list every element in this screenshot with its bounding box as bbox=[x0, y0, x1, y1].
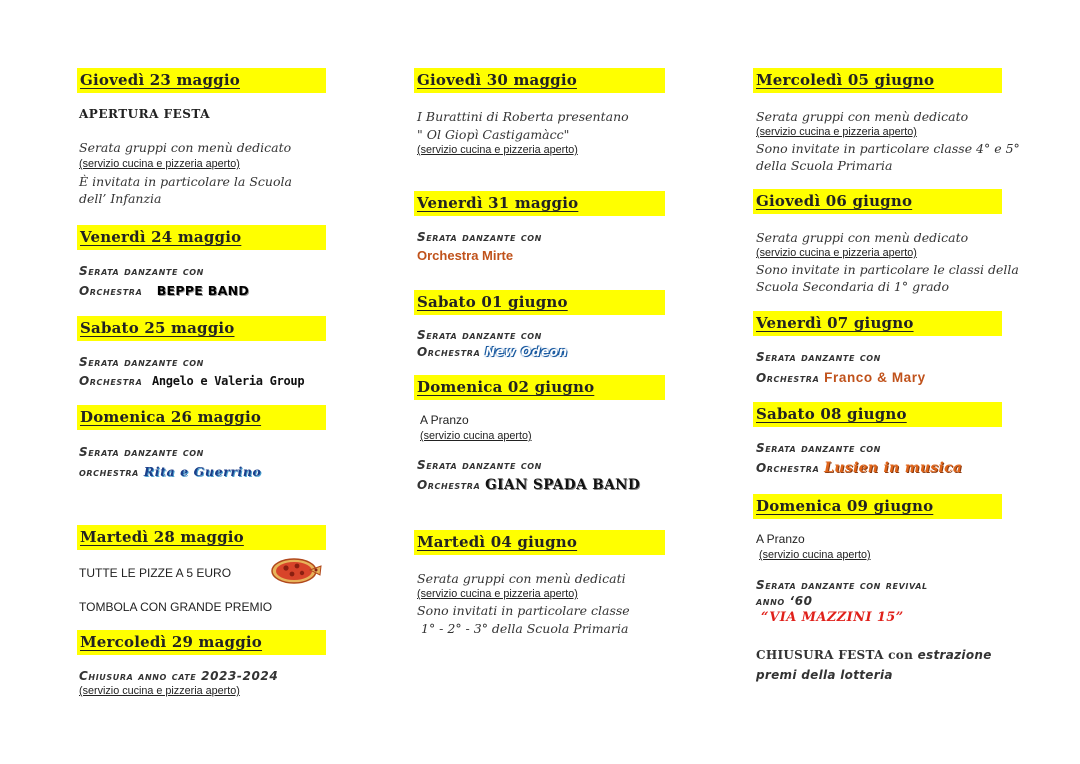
orchestra-line bbox=[79, 281, 249, 301]
date-header: Venerdì 07 giugno bbox=[753, 311, 1002, 336]
orchestra-line bbox=[417, 343, 568, 362]
date-header: Giovedì 06 giugno bbox=[753, 189, 1002, 214]
event-text: TOMBOLA CON GRANDE PREMIO bbox=[79, 600, 273, 614]
date-header: Sabato 08 giugno bbox=[753, 402, 1002, 427]
band-name: Rita e Guerrino bbox=[143, 464, 262, 479]
event-text: Scuola Secondaria di 1° grado bbox=[756, 279, 950, 294]
date-header: Venerdì 24 maggio bbox=[77, 225, 326, 250]
dance-text: Serata danzante con bbox=[79, 355, 204, 369]
event-text: Serata gruppi con menù dedicati bbox=[417, 571, 626, 586]
orchestra-line bbox=[417, 476, 640, 495]
orchestra-label: orchestra bbox=[79, 465, 139, 479]
band-name: Angelo e Valeria Group bbox=[151, 374, 305, 388]
event-text: dell’ Infanzia bbox=[79, 191, 162, 206]
closing-title: CHIUSURA FESTA bbox=[756, 648, 884, 662]
service-note: (servizio cucina e pizzeria aperto) bbox=[79, 685, 240, 697]
event-text: È invitata in particolare la Scuola bbox=[79, 174, 292, 189]
band-name: Lusien in musica bbox=[824, 460, 963, 476]
event-text: Serata gruppi con menù dedicato bbox=[79, 140, 292, 155]
date-header: Domenica 09 giugno bbox=[753, 494, 1002, 519]
service-note: (servizio cucina e pizzeria aperto) bbox=[417, 144, 578, 156]
dance-text: Serata danzante con bbox=[79, 264, 204, 278]
service-note: (servizio cucina e pizzeria aperto) bbox=[417, 588, 578, 600]
dance-text: Serata danzante con bbox=[79, 445, 204, 459]
dance-text: Chiusura anno cate 2023-2024 bbox=[79, 669, 279, 683]
date-header: Mercoledì 29 maggio bbox=[77, 630, 326, 655]
dance-text: Serata danzante con bbox=[417, 230, 542, 244]
dance-text: Serata danzante con bbox=[417, 458, 542, 472]
dance-text: Serata danzante con bbox=[417, 328, 542, 342]
date-header: Venerdì 31 maggio bbox=[414, 191, 665, 216]
date-header: Mercoledì 05 giugno bbox=[753, 68, 1002, 93]
date-header: Sabato 25 maggio bbox=[77, 316, 326, 341]
event-text: I Burattini di Roberta presentano bbox=[417, 109, 629, 124]
service-note: (servizio cucina e pizzeria aperto) bbox=[756, 126, 917, 138]
event-text: " Ol Giopì Castigamàcc" bbox=[417, 127, 570, 142]
band-name: Franco & Mary bbox=[824, 370, 926, 385]
dance-text: Serata danzante con bbox=[756, 350, 881, 364]
revival-band-name: “VIA MAZZINI 15” bbox=[761, 610, 904, 625]
closing-extraction: estrazione bbox=[917, 648, 992, 662]
band-name: BEPPE BAND bbox=[156, 283, 250, 298]
event-text: Serata gruppi con menù dedicato bbox=[756, 230, 969, 245]
pizza-icon bbox=[270, 557, 322, 585]
dance-text: Serata danzante con revival bbox=[756, 578, 928, 592]
service-note: (servizio cucina aperto) bbox=[759, 549, 871, 561]
event-title: APERTURA FESTA bbox=[79, 107, 211, 121]
event-text: Sono invitate in particolare le classi della bbox=[756, 262, 1019, 277]
service-note: (servizio cucina aperto) bbox=[420, 430, 532, 442]
lunch-label: A Pranzo bbox=[420, 413, 469, 427]
dance-text: Serata danzante con bbox=[756, 441, 881, 455]
closing-line bbox=[756, 648, 992, 662]
closing-line bbox=[756, 668, 893, 682]
orchestra-line bbox=[79, 372, 304, 391]
event-text: della Scuola Primaria bbox=[756, 158, 893, 173]
date-header: Domenica 02 giugno bbox=[414, 375, 665, 400]
closing-con: con bbox=[888, 648, 914, 662]
service-note: (servizio cucina e pizzeria aperto) bbox=[756, 247, 917, 259]
lunch-label: A Pranzo bbox=[756, 532, 805, 546]
band-name: GIAN SPADA BAND bbox=[485, 477, 641, 493]
event-text: Sono invitati in particolare classe bbox=[417, 603, 630, 618]
event-text: Sono invitate in particolare classe 4° e 5° bbox=[756, 141, 1020, 156]
orchestra-label: Orchestra bbox=[756, 461, 820, 475]
event-text: 1° - 2° - 3° della Scuola Primaria bbox=[421, 621, 629, 636]
band-name: Orchestra Mirte bbox=[417, 248, 514, 263]
orchestra-line bbox=[756, 368, 926, 388]
date-header: Sabato 01 giugno bbox=[414, 290, 665, 315]
band-name: New Odeon bbox=[485, 345, 568, 359]
event-text: Serata gruppi con menù dedicato bbox=[756, 109, 969, 124]
date-header: Martedì 04 giugno bbox=[414, 530, 665, 555]
date-header: Giovedì 23 maggio bbox=[77, 68, 326, 93]
event-text: TUTTE LE PIZZE A 5 EURO bbox=[79, 566, 232, 580]
closing-lottery: premi della lotteria bbox=[756, 668, 893, 682]
date-header: Domenica 26 maggio bbox=[77, 405, 326, 430]
service-note: (servizio cucina e pizzeria aperto) bbox=[79, 158, 240, 170]
date-header: Martedì 28 maggio bbox=[77, 525, 326, 550]
orchestra-line bbox=[79, 462, 261, 482]
orchestra-label: Orchestra bbox=[417, 345, 481, 359]
date-header: Giovedì 30 maggio bbox=[414, 68, 665, 93]
orchestra-label: Orchestra bbox=[417, 478, 481, 492]
dance-text: anno ‘60 bbox=[756, 594, 813, 608]
orchestra-label: Orchestra bbox=[79, 374, 143, 388]
orchestra-label: Orchestra bbox=[756, 371, 820, 385]
orchestra-line bbox=[756, 459, 962, 478]
orchestra-label: Orchestra bbox=[79, 284, 143, 298]
